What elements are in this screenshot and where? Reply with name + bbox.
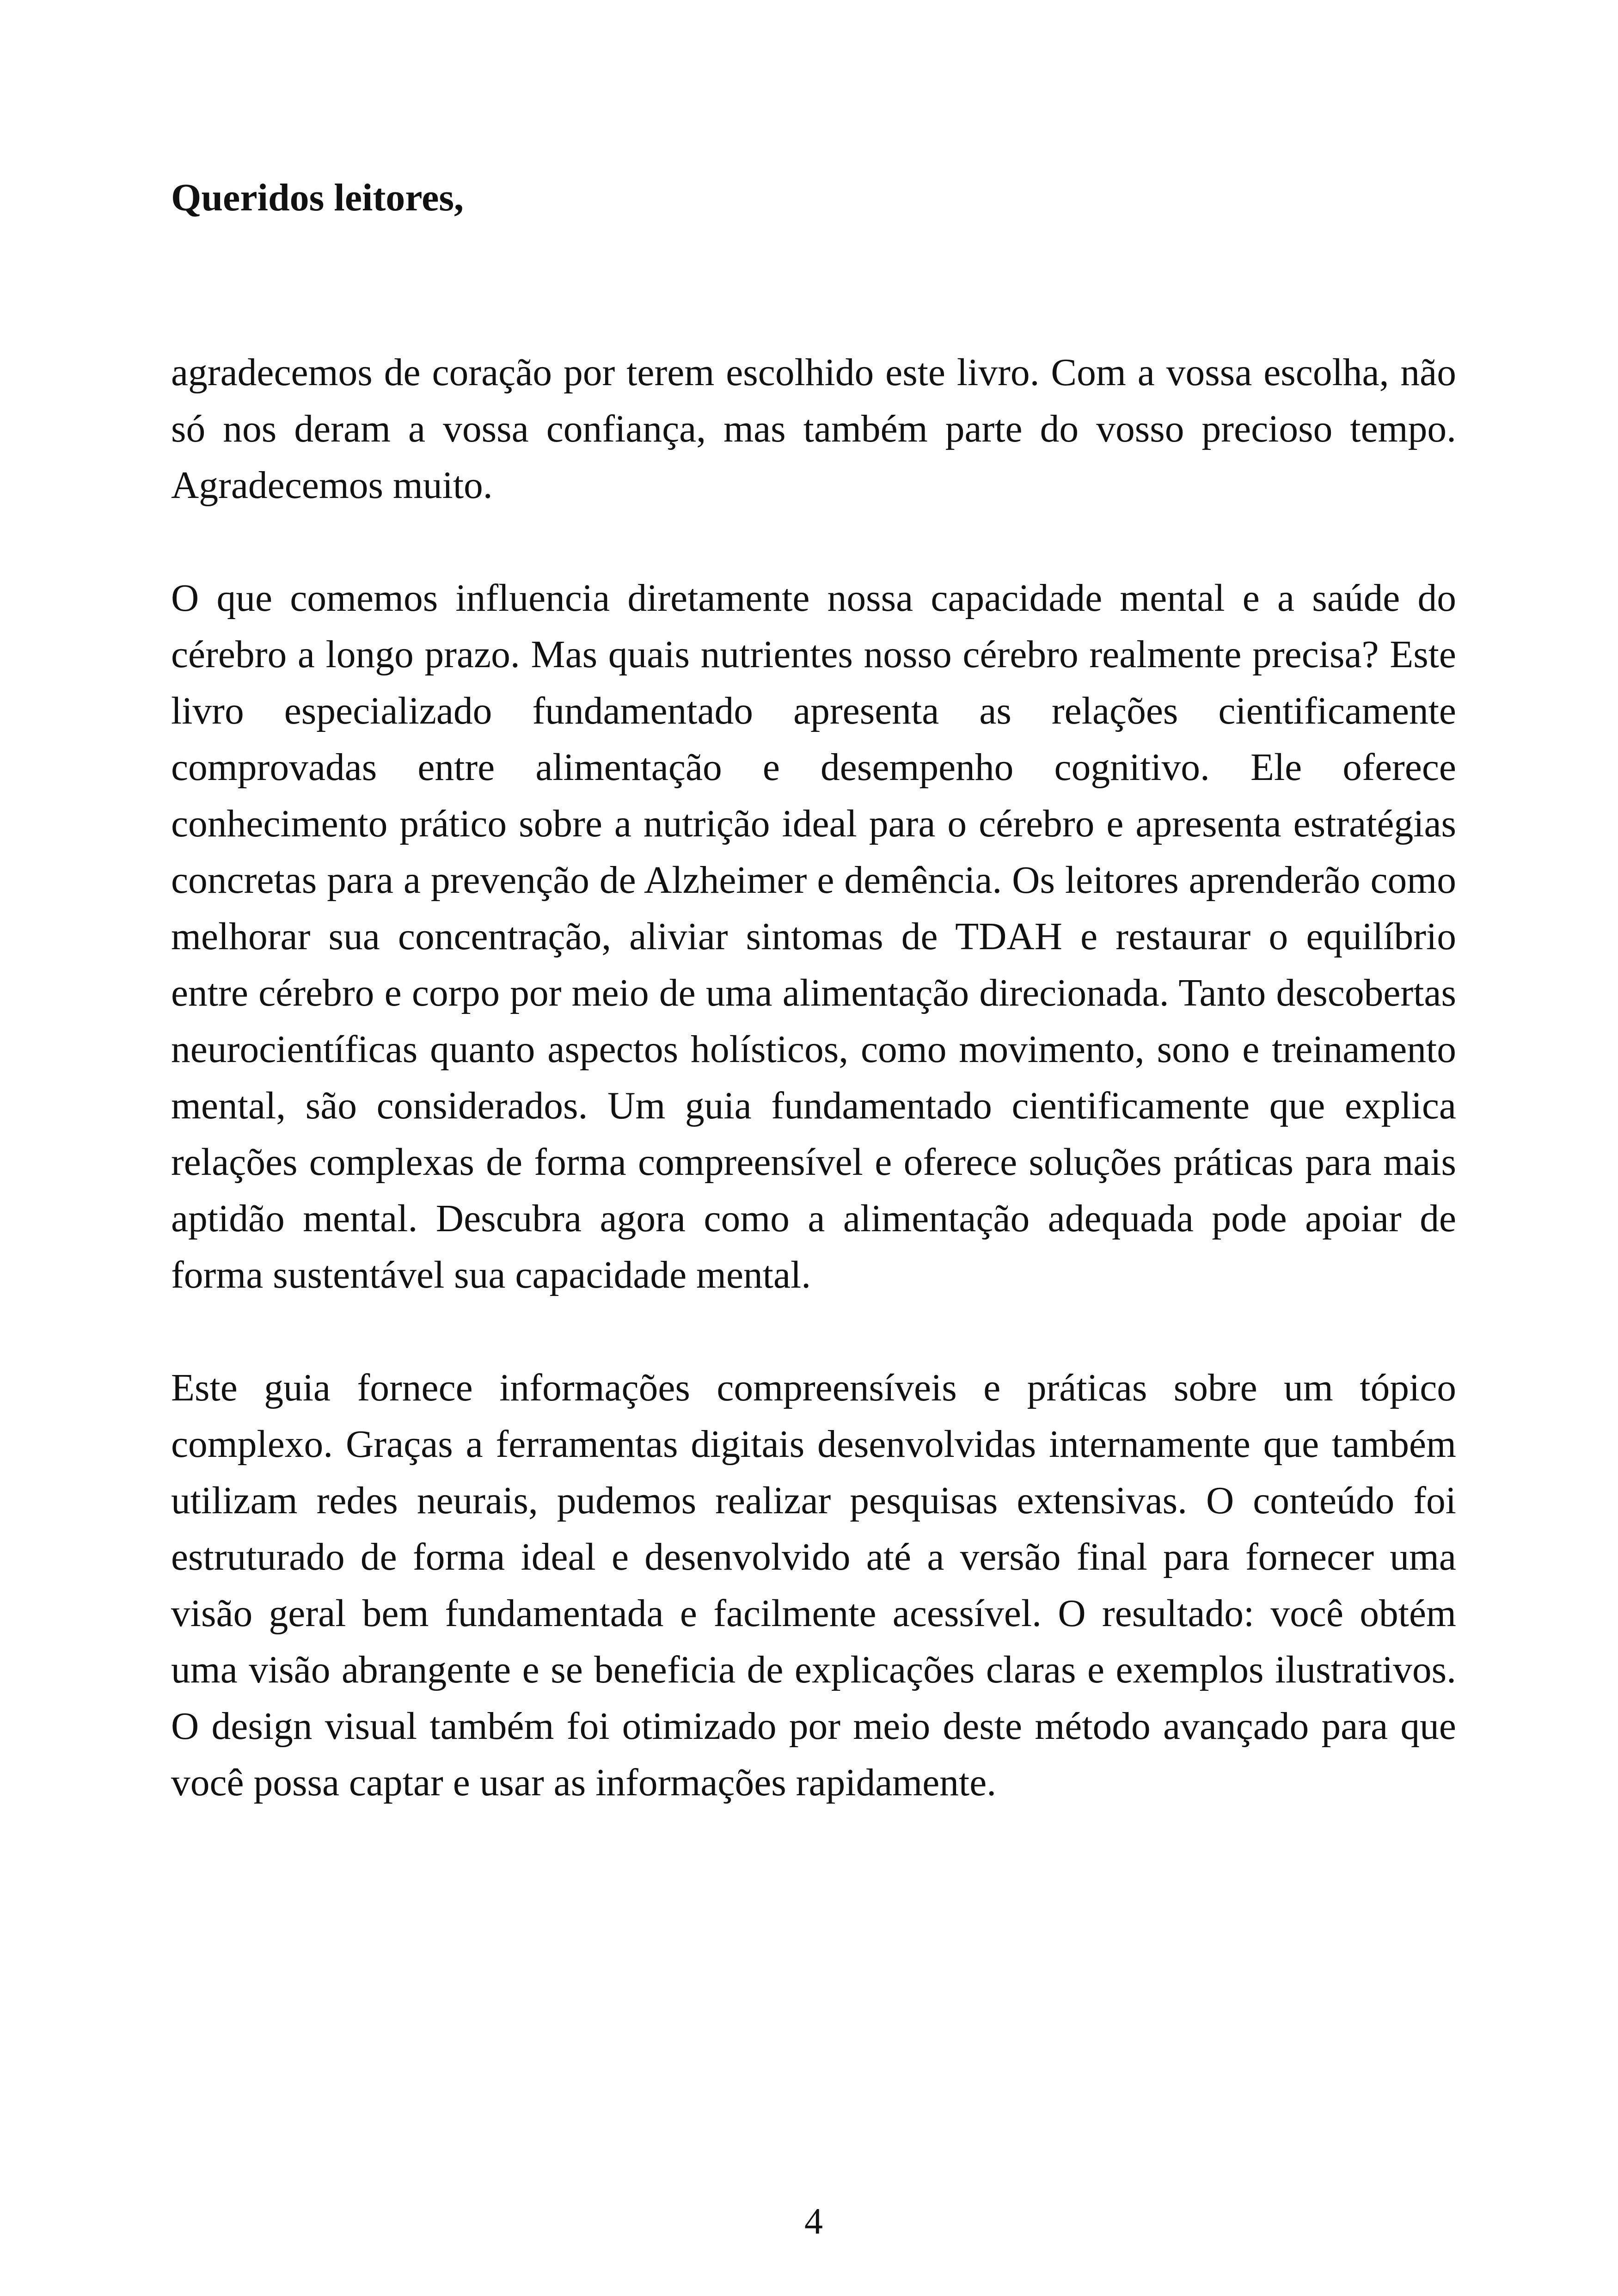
page-number: 4 bbox=[804, 2201, 823, 2242]
paragraph-book-summary: O que comemos influencia diretamente nossa capacidade mental e a saúde do cérebro a longo prazo. Mas quais nutrientes nosso cérebro realmente precisa? Este livro especializado fundamentado apresenta as relações cientificamente comprovadas entre alimentação e desempenho cognitivo. Ele oferece conhecimento prático sobre a nutrição ideal para o cérebro e apresenta estratégias concretas para a prevenção de Alzheimer e demência. Os leitores aprenderão como melhorar sua concentração, aliviar sintomas de TDAH e restaurar o equilíbrio entre cérebro e corpo por meio de uma alimentação direcionada. Tanto descobertas neurocientíficas quanto aspectos holísticos, como movimento, sono e treinamento mental, são considerados. Um guia fundamentado cientificamente que explica relações complexas de forma compreensível e oferece soluções práticas para mais aptidão mental. Descubra agora como a alimentação adequada pode apoiar de forma sustentável sua capacidade mental. bbox=[171, 577, 1456, 1296]
greeting-heading: Queridos leitores, bbox=[171, 176, 464, 219]
paragraph-thanks: agradecemos de coração por terem escolhido este livro. Com a vossa escolha, não só nos deram a vossa confiança, mas também parte do vosso precioso tempo. Agradecemos muito. bbox=[171, 351, 1456, 507]
paragraph-guide-method: Este guia fornece informações compreensíveis e práticas sobre um tópico complexo. Graças a ferramentas digitais desenvolvidas internamente que também utilizam redes neurais, pudemos realizar pesquisas extensivas. O conteúdo foi estruturado de forma ideal e desenvolvido até a versão final para fornecer uma visão geral bem fundamentada e facilmente acessível. O resultado: você obtém uma visão abrangente e se beneficia de explicações claras e exemplos ilustrativos. O design visual também foi otimizado por meio deste método avançado para que você possa captar e usar as informações rapidamente. bbox=[171, 1367, 1456, 1804]
document-page bbox=[171, 0, 1456, 2296]
body-text bbox=[171, 344, 1456, 1867]
